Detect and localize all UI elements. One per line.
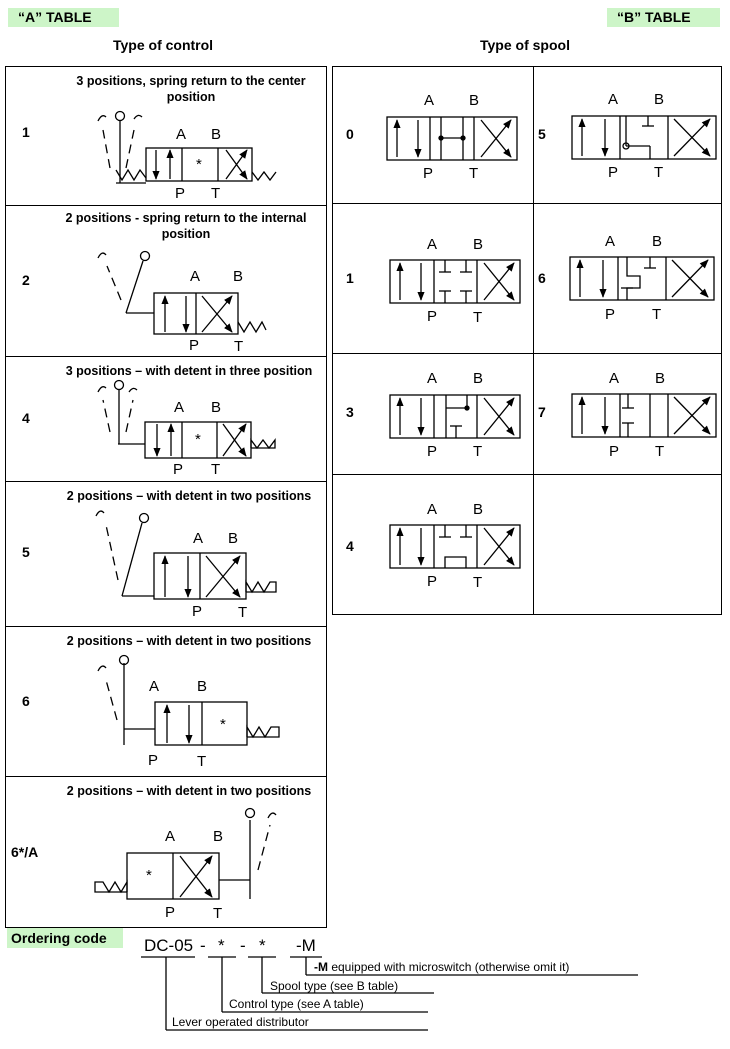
spool-code: 1: [346, 270, 354, 286]
port-label-a: A: [174, 399, 185, 416]
port-label-t: T: [238, 604, 248, 621]
port-label-t: T: [213, 905, 223, 922]
center-mark: *: [220, 716, 226, 733]
port-label-b: B: [213, 828, 224, 845]
port-label-b: B: [211, 126, 222, 143]
center-mark: *: [195, 431, 201, 448]
port-label-b: B: [652, 233, 663, 250]
port-label-p: P: [427, 443, 438, 460]
control-desc: 2 positions – with detent in two positions: [66, 634, 312, 648]
port-label-p: P: [608, 164, 619, 181]
port-label-p: P: [148, 752, 159, 769]
port-label-b: B: [473, 236, 484, 253]
ordering-item-spool: Spool type (see B table): [270, 979, 399, 993]
port-label-t: T: [469, 165, 479, 182]
port-label-t: T: [652, 306, 662, 323]
port-label-a: A: [190, 268, 201, 285]
spool-code: 6: [538, 270, 546, 286]
spool-code: 0: [346, 126, 354, 142]
port-label-b: B: [197, 678, 208, 695]
port-label-t: T: [211, 185, 221, 202]
control-heading: Type of control: [113, 37, 214, 53]
control-code: 2: [22, 272, 30, 288]
port-label-t: T: [197, 753, 207, 770]
b-table-tag: “B” TABLE: [607, 8, 720, 27]
port-label-p: P: [609, 443, 620, 460]
control-code: 6*/A: [11, 844, 39, 860]
ordering-spool-slot: *: [259, 936, 266, 955]
port-label-b: B: [211, 399, 222, 416]
port-label-t: T: [655, 443, 665, 460]
port-label-a: A: [149, 678, 160, 695]
port-label-a: A: [165, 828, 176, 845]
port-label-a: A: [608, 91, 619, 108]
port-label-a: A: [193, 530, 204, 547]
port-label-p: P: [427, 573, 438, 590]
port-label-b: B: [654, 91, 665, 108]
port-label-b: B: [473, 501, 484, 518]
center-mark: *: [146, 867, 152, 884]
control-code: 4: [22, 410, 30, 426]
port-label-t: T: [211, 461, 221, 478]
port-label-a: A: [427, 501, 438, 518]
port-label-b: B: [228, 530, 239, 547]
control-desc: 3 positions – with detent in three position: [65, 364, 313, 378]
spool-code: 5: [538, 126, 546, 142]
port-label-t: T: [473, 443, 483, 460]
port-label-p: P: [165, 904, 176, 921]
control-desc: 2 positions - spring return to the internal position: [65, 211, 307, 241]
port-label-p: P: [175, 185, 186, 202]
control-code: 6: [22, 693, 30, 709]
port-label-a: A: [605, 233, 616, 250]
control-desc: 2 positions – with detent in two positions: [66, 489, 312, 503]
port-label-a: A: [427, 370, 438, 387]
port-label-p: P: [427, 308, 438, 325]
ordering-item-control: Control type (see A table): [229, 997, 364, 1011]
port-label-p: P: [423, 165, 434, 182]
ordering-code-label: Ordering code: [7, 928, 123, 948]
spool-code: 4: [346, 538, 354, 554]
spool-heading: Type of spool: [480, 37, 570, 53]
port-label-b: B: [655, 370, 666, 387]
port-label-a: A: [427, 236, 438, 253]
port-label-a: A: [424, 92, 435, 109]
a-table-tag: “A” TABLE: [8, 8, 119, 27]
spool-code: 7: [538, 404, 546, 420]
control-code: 1: [22, 124, 30, 140]
ordering-option-slot: -M: [296, 936, 316, 955]
port-label-b: B: [469, 92, 480, 109]
control-code: 5: [22, 544, 30, 560]
control-desc: 3 positions, spring return to the center position: [76, 74, 306, 104]
port-label-p: P: [192, 603, 203, 620]
port-label-p: P: [189, 337, 200, 354]
control-desc: 2 positions – with detent in two positions: [66, 784, 312, 798]
ordering-sep: -: [240, 936, 246, 955]
port-label-t: T: [234, 338, 244, 355]
port-label-p: P: [605, 306, 616, 323]
port-label-a: A: [609, 370, 620, 387]
ordering-item-lever: Lever operated distributor: [172, 1015, 309, 1029]
spool-code: 3: [346, 404, 354, 420]
port-label-b: B: [473, 370, 484, 387]
port-label-t: T: [654, 164, 664, 181]
center-mark: *: [196, 156, 202, 173]
ordering-base: DC-05: [144, 936, 194, 955]
ordering-sep: -: [200, 936, 206, 955]
ordering-control-slot: *: [218, 936, 225, 955]
ordering-item-microswitch: -M equipped with microswitch (otherwise omit it): [314, 960, 570, 974]
port-label-a: A: [176, 126, 187, 143]
port-label-t: T: [473, 309, 483, 326]
port-label-b: B: [233, 268, 244, 285]
port-label-t: T: [473, 574, 483, 591]
port-label-p: P: [173, 461, 184, 478]
